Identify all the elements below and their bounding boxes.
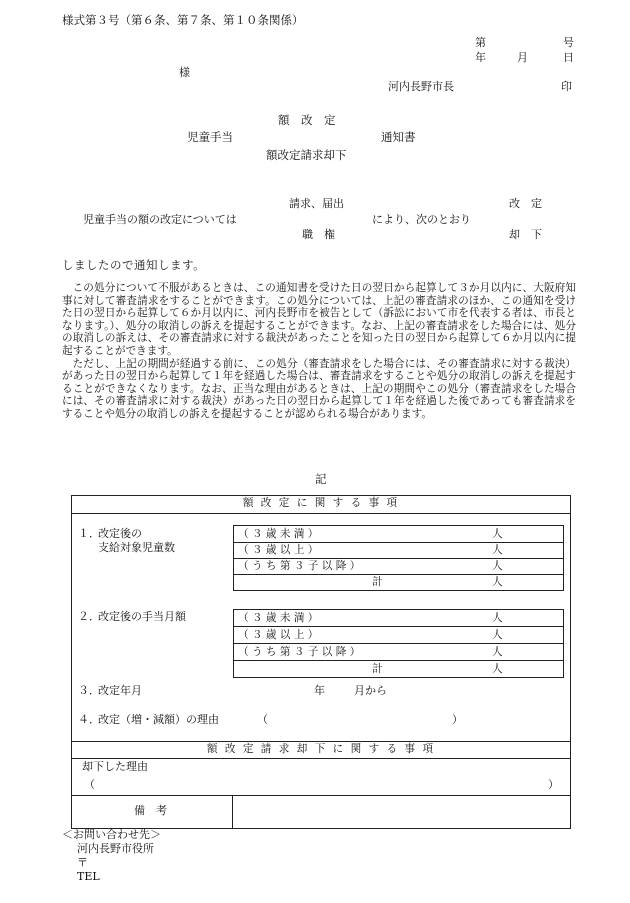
item1-label-line1: 改定後の xyxy=(98,527,142,540)
form-number: 様式第３号（第６条、第７条、第１０条関係） xyxy=(62,13,304,27)
divider xyxy=(72,513,570,514)
row-category: （ ３ 歳 以 上 ） xyxy=(238,544,319,556)
total-label: 計 xyxy=(372,576,383,588)
item2-label: 改定後の手当月額 xyxy=(98,610,186,623)
item4-paren-open: （ xyxy=(257,713,268,726)
table-row xyxy=(234,542,563,559)
divider xyxy=(72,741,570,742)
table-row xyxy=(234,610,563,627)
number-label: 第 xyxy=(475,36,486,49)
row-unit: 人 xyxy=(492,560,503,572)
item4-label: 改定（増・減額）の理由 xyxy=(98,713,219,726)
table-row-total xyxy=(234,574,563,590)
row-unit: 人 xyxy=(492,663,503,675)
row-category: （ ３ 歳 以 上 ） xyxy=(238,629,319,641)
section2-title: 額 改 定 請 求 却 下 に 関 す る 事 項 xyxy=(206,743,436,755)
details-table xyxy=(71,495,571,829)
total-label: 計 xyxy=(372,663,383,675)
item2-amount-box xyxy=(233,609,564,678)
statement-prefix: 児童手当の額の改定については xyxy=(83,213,237,226)
title-right: 通知書 xyxy=(381,130,416,144)
reject-reason-label: 却下した理由 xyxy=(82,760,148,773)
row-category: （ う ち 第 ３ 子 以 降 ） xyxy=(238,560,361,572)
office-name: 河内長野市役所 xyxy=(77,842,154,855)
table-row xyxy=(234,526,563,543)
divider xyxy=(232,795,233,829)
number-suffix: 号 xyxy=(563,36,574,49)
date-year: 年 xyxy=(475,51,486,64)
item3-month: 月から xyxy=(354,684,387,697)
item3-year: 年 xyxy=(314,684,325,697)
section1-title: 額 改 定 に 関 す る 事 項 xyxy=(242,497,400,509)
table-row-total xyxy=(234,661,563,677)
reject-paren-close: ） xyxy=(548,778,559,791)
row-unit: 人 xyxy=(492,629,503,641)
row-category: （ ３ 歳 未 満 ） xyxy=(238,528,319,540)
addressee-suffix: 様 xyxy=(179,66,190,79)
row-unit: 人 xyxy=(492,576,503,588)
item3-label: 改定年月 xyxy=(98,684,142,697)
tel-label: TEL xyxy=(77,870,100,883)
inquiry-heading: ＜お問い合わせ先＞ xyxy=(62,828,161,841)
postal-mark: 〒 xyxy=(77,856,88,869)
row-unit: 人 xyxy=(492,646,503,658)
table-row xyxy=(234,558,563,575)
row-category: （ う ち 第 ３ 子 以 降 ） xyxy=(238,646,361,658)
row-unit: 人 xyxy=(492,528,503,540)
statement-closing: しましたので通知します。 xyxy=(62,258,206,272)
notice-block xyxy=(62,282,576,421)
date-day: 日 xyxy=(563,51,574,64)
statement-option-bottom: 職 権 xyxy=(302,228,335,241)
statement-middle: により、次のとおり xyxy=(372,213,471,226)
notice-paragraph-2: ただし、上記の期間が経過する前に、この処分（審査請求をした場合には、その審査請求に対する裁決）があった日の翌日から起算して１年を経過した場合は、審査請求をすることや処分の取消しの訴えを提起することができなくなります。なお、正当な理由があるときは、上記の期間やこの処分（審査請求をした場合には、その審査請求に対する裁決）があった日の翌日から起算して１年を経過した後であっても審査請求をすることや処分の取消しの訴えを提起することが認められる場合があります。 xyxy=(62,357,576,420)
remarks-label: 備 考 xyxy=(134,804,167,817)
table-row xyxy=(234,627,563,644)
table-row xyxy=(234,644,563,661)
statement-result-bottom: 却 下 xyxy=(509,228,542,241)
row-unit: 人 xyxy=(492,544,503,556)
divider xyxy=(72,795,570,796)
notice-paragraph-1: この処分について不服があるときは、この通知書を受けた日の翌日から起算して３か月以内に、大阪府知事に対して審査請求をすることができます。この処分については、上記の審査請求のほか、この通知を受けた日の翌日から起算して６か月以内に、河内長野市を被告として（訴訟において市を代表する者は、市長となります。）、処分の取消しの訴えを提起することができます。なお、上記の審査請求をした場合には、処分の取消しの訴えは、その審査請求に対する裁決があったことを知った日の翌日から起算して６か月以内に提起することができます。 xyxy=(62,282,576,357)
reject-paren-open: （ xyxy=(84,778,95,791)
item2-number: ２． xyxy=(78,610,100,623)
ki-mark: 記 xyxy=(315,472,327,486)
issuer: 河内長野市長 xyxy=(388,80,454,93)
item4-paren-close: ） xyxy=(452,713,463,726)
statement-result-top: 改 定 xyxy=(509,197,542,210)
divider xyxy=(72,758,570,759)
row-unit: 人 xyxy=(492,612,503,624)
item1-count-box xyxy=(233,525,564,591)
row-category: （ ３ 歳 未 満 ） xyxy=(238,612,319,624)
title-line1: 額 改 定 xyxy=(278,113,336,127)
item1-label-line2: 支給対象児童数 xyxy=(98,541,175,554)
item4-number: ４． xyxy=(78,713,100,726)
seal-mark: 印 xyxy=(561,80,572,93)
title-left: 児童手当 xyxy=(187,130,233,144)
title-line3: 額改定請求却下 xyxy=(266,148,347,162)
date-month: 月 xyxy=(517,51,528,64)
item1-number: １． xyxy=(78,527,100,540)
item3-number: ３． xyxy=(78,684,100,697)
statement-option-top: 請求、届出 xyxy=(289,197,344,210)
